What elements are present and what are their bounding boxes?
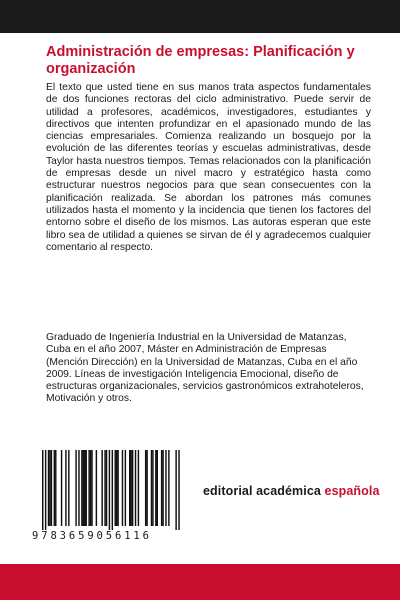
barcode-bar bbox=[86, 450, 87, 526]
isbn-barcode bbox=[30, 448, 185, 544]
barcode-bar bbox=[162, 450, 163, 526]
barcode-bar bbox=[130, 450, 131, 526]
barcode-bar bbox=[75, 450, 76, 526]
isbn-number: 9783659056116 bbox=[32, 530, 152, 542]
barcode-bar bbox=[81, 450, 82, 526]
barcode-bar bbox=[175, 450, 176, 530]
barcode-bar bbox=[138, 450, 139, 526]
barcode-bar bbox=[91, 450, 92, 526]
barcode-bar bbox=[151, 450, 152, 526]
barcode-bar bbox=[106, 450, 107, 526]
barcode-bar bbox=[117, 450, 118, 526]
barcode-bar bbox=[115, 450, 116, 526]
barcode-bar bbox=[68, 450, 69, 526]
barcode-bar bbox=[83, 450, 84, 526]
barcode-bar bbox=[152, 450, 153, 526]
barcode-bar bbox=[45, 450, 46, 530]
barcode-bar bbox=[51, 450, 52, 526]
barcode-bar bbox=[61, 450, 62, 526]
barcode-bar bbox=[178, 450, 179, 530]
barcode-bar bbox=[132, 450, 133, 526]
barcode-bar bbox=[161, 450, 162, 526]
top-band bbox=[0, 0, 400, 33]
barcode-bar bbox=[109, 450, 110, 530]
barcode-bar bbox=[122, 450, 123, 526]
barcode-bar bbox=[129, 450, 130, 526]
barcode-bar bbox=[135, 450, 136, 526]
barcode-bar bbox=[78, 450, 79, 526]
book-description: El texto que usted tiene en sus manos trata aspectos fundamentales de dos funciones rectoras del ciclo administrativo. Puede servir de utilidad a profesores, académicos, investigadores, estudiantes y directivos que intenten profundizar en el apasionado mundo de las ciencias empresariales. Comienza realizando un bosquejo por la evolución de las diferentes teorías y escuelas administrativas, desde Taylor hasta nuestros tiempos. Temas relacionados con la planificación de empresas desde un nivel macro y estratégico hasta como estructurar nuestros negocios para que sean consecuentes con la planificación realizada. Se abordan los patrones más comunes utilizados hasta el momento y la incidencia que tienen los factores del entorno sobre el diseño de los mismos. Las autoras esperan que este libro sea de utilidad a quienes se sirvan de él y agradecemos cualquier comentario al respecto. bbox=[46, 82, 371, 253]
barcode-bar bbox=[112, 450, 113, 530]
barcode-bar bbox=[145, 450, 146, 526]
barcode-bars bbox=[30, 448, 185, 530]
barcode-bar bbox=[104, 450, 105, 526]
barcode-bar bbox=[165, 450, 166, 526]
barcode-bar bbox=[116, 450, 117, 526]
publisher-name-accent: española bbox=[324, 484, 380, 498]
publisher-logo bbox=[203, 484, 380, 498]
barcode-bar bbox=[125, 450, 126, 526]
barcode-bar bbox=[90, 450, 91, 526]
barcode-bar bbox=[84, 450, 85, 526]
bottom-band bbox=[0, 564, 400, 600]
book-title: Administración de empresas: Planificación y organización bbox=[46, 44, 355, 77]
barcode-bar bbox=[168, 450, 169, 526]
barcode-bar bbox=[65, 450, 66, 526]
barcode-bar bbox=[155, 450, 156, 526]
publisher-name: editorial académica bbox=[203, 484, 325, 498]
barcode-bar bbox=[54, 450, 55, 526]
barcode-bar bbox=[146, 450, 147, 526]
author-bio: Graduado de Ingeniería Industrial en la Universidad de Matanzas, Cuba en el año 2007, Máster en Administración de Empresas (Mención Dirección) en la Universidad de Matanzas, Cuba en el año 2009. Líneas de investigación Inteligencia Emocional, diseño de estructuras organizacionales, servicios gastronómicos extrahoteleros, Motivación y otros. bbox=[46, 332, 364, 405]
barcode-bar bbox=[42, 450, 43, 530]
barcode-bar bbox=[96, 450, 97, 526]
barcode-bar bbox=[55, 450, 56, 526]
barcode-bar bbox=[101, 450, 102, 526]
barcode-bar bbox=[49, 450, 50, 526]
barcode-bar bbox=[48, 450, 49, 526]
barcode-bar bbox=[88, 450, 89, 526]
barcode-bar bbox=[157, 450, 158, 526]
